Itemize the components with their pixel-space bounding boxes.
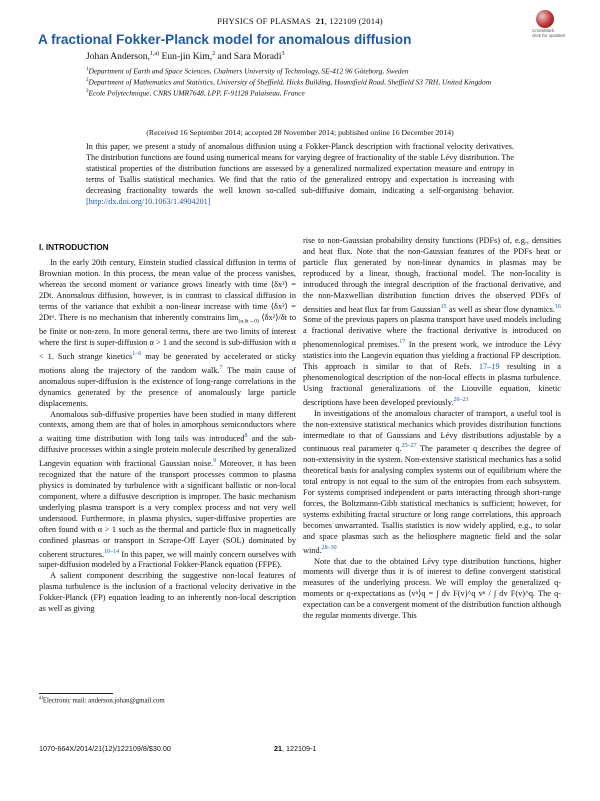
paragraph: rise to non-Gaussian probability density functions (PDFs) of, e.g., densities and heat flux. Note that the non-Gaussian features of the PDFs heat or particle flux generated by non-linear dynamics in plasmas may be reproduced by a linear, though, fractional model. The non-locality is introduced through the integral description of the fractional derivative, and the non-Maxwellian distribution function drives the observed PDFs of densities and heat flux far from Gaussian$^{15}$ as well as shear flow dynamics.$^{16}$ Some of the previous papers on plasma transport have used models including a fractional derivative where the fractional derivative is introduced on phenomenological premises.$^{17}$ In the present work, we introduce the Lévy statistics into the Langevin equation thus yielding a fractional FP description. This approach is similar to that of Refs. 17–19 resulting in a phenomenological description of the non-local effects in plasma turbulence. Using fractional generalizations of the Liouville equation, kinetic descriptions have been developed previously.$^{20-23}$ xyxy=(303,236,561,407)
citation-link[interactable]: 20–23 xyxy=(453,396,469,403)
citation-link[interactable]: 9 xyxy=(213,458,217,465)
paragraph: Note that due to the obtained Lévy type distribution functions, higher moments will diverge thus it is of interest to define convergent statistical measures of the underlying process. We will employ the generalized q-moments or q-expectations as ⟨vⁿ⟩q = ∫ dv F(v)^q vⁿ / ∫ dv F(v)^q. The q-expectation can be a convergent moment of the distribution function although the regular moments diverge. This xyxy=(303,556,561,621)
article-ref: , 122109 (2014) xyxy=(324,16,383,26)
footer-issn: 1070-664X/2014/21(12)/122109/8/$30.00 xyxy=(39,744,171,753)
citation-link[interactable]: 17 xyxy=(399,339,406,346)
journal-header xyxy=(0,16,600,26)
right-column xyxy=(303,236,561,622)
author-list xyxy=(86,51,285,62)
citation-link[interactable]: 16 xyxy=(555,303,561,310)
citation-link[interactable]: 15 xyxy=(440,303,447,310)
affiliation: $^2$Department of Mathematics and Statistics, University of Sheffield, Hicks Building, Hounsfield Road, Sheffield S3 7RH, United Kingdom xyxy=(86,77,492,87)
footer-page: 21, 122109-1 xyxy=(274,744,317,753)
author-affil-mark: 1,a) xyxy=(149,51,160,57)
doi-link[interactable]: [http://dx.doi.org/10.1063/1.4904201] xyxy=(86,196,211,206)
affiliation: $^1$Department of Earth and Space Sciences, Chalmers University of Technology, SE-412 96 Göteborg, Sweden xyxy=(86,66,409,76)
author-affil-mark: 3 xyxy=(281,51,285,57)
journal-volume: 21 xyxy=(315,16,325,26)
affiliation: $^3$Ecole Polytechnique, CNRS UMR7648, LPP, F-91128 Palaiseau, France xyxy=(86,88,305,98)
crossmark-icon xyxy=(536,10,554,28)
paragraph: A salient component describing the suggestive non-local features of plasma turbulence is the inclusion of a fractional velocity derivative in the Fokker-Planck (FP) equation leading to an inherently non-local description as well as giving xyxy=(39,571,296,614)
citation-link[interactable]: 1–6 xyxy=(132,351,142,358)
journal-name: PHYSICS OF PLASMAS xyxy=(217,16,312,26)
footnote: $^{a)}$Electronic mail: anderson.johan@gmail.com xyxy=(39,696,165,705)
citation-link[interactable]: 8 xyxy=(244,433,248,440)
citation-link[interactable]: 28–30 xyxy=(321,544,337,551)
author-affil-mark: 2 xyxy=(212,51,216,57)
author-name: Johan Anderson, xyxy=(86,51,150,63)
author-name: Eun-jin Kim, xyxy=(159,51,213,63)
citation-link[interactable]: 25–27 xyxy=(401,443,417,450)
paragraph: In investigations of the anomalous character of transport, a useful tool is the non-extensive statistical mechanics which provides distribution functions intermediate to that of Gaussians and Lévy distributions adjustable by a continuous real parameter q.$^{25-27}$ The parameter q describes the degree of non-extensivity in the system. Non-extensive statistical mechanics has a solid theoretical basis for analysing complex systems out of equilibrium where the total entropy is not equal to the sum of the entropies from each subsystem. For systems comprised independent or parts interacting through short-range forces, the Boltzmann-Gibb statistical mechanics is sufficient; however, for systems exhibiting fractal structure or long range correlations, this approach becomes unwarranted. Tsallis statistics is now widely applied, e.g., to solar and space plasmas such as the heliosphere magnetic field and the solar wind.$^{28-30}$ xyxy=(303,408,561,555)
paragraph: Anomalous sub-diffusive properties have been studied in many different contexts, among them are that of holes in amorphous semiconductors where a waiting time distribution with long tails was introduced$^8$ and the sub-diffusive processes within a single protein molecule described by generalized Langevin equation with fractional Gaussian noise.$^9$ Moreover, it has been recognized that the nature of the transport processes common to plasma physics is dominated by turbulence with a significant ballistic or non-local component, where a diffusive description is improper. The basic mechanism underlying plasma transport is a very complex process and not very well understood. Furthermore, in plasma physics, super-diffusive properties are often found with α > 1 such as the thermal and particle flux in magnetically confined plasmas or transport in Scrape-Off Layer (SOL) dominated by coherent structures.$^{10-14}$ In this paper, we will mainly concern ourselves with super-diffusion modeled by a Fractional Fokker-Planck equation (FFPE). xyxy=(39,409,297,570)
footnote-rule xyxy=(39,693,113,694)
citation-link[interactable]: 7 xyxy=(219,364,223,371)
affiliations xyxy=(86,65,526,98)
abstract xyxy=(86,142,514,207)
citation-link[interactable]: 10–14 xyxy=(104,548,120,555)
publication-dates: (Received 16 September 2014; accepted 28 November 2014; published online 16 December 2014) xyxy=(146,128,454,137)
author-name: and Sara Moradi xyxy=(215,51,282,63)
citation-link[interactable]: 17–19 xyxy=(478,362,500,372)
crossmark-caption: CrossMark click for updates xyxy=(532,28,566,38)
paragraph: In the early 20th century, Einstein studied classical diffusion in terms of Brownian motion. In this process, the mean value of the process vanishes, whereas the second moment or variance grows linearly with time ⟨δx²⟩ = 2Dt. Anomalous diffusion, however, is in contrast to classical diffusion in terms of the variance that exhibit a non-linear increase with time ⟨δx²⟩ = 2Dtᵅ. There is no mechanism that inherently constrains $\lim_{(\alpha,\delta t\to 0)}$ ⟨δx²⟩/δt to be finite or non-zero. In more general terms, there are two limits of interest where the first is super-diffusion α > 1 and the second is sub-diffusion with α < 1. Such strange kinetics$^{1-6}$ may be generated by accelerated or sticky motions along the trajectory of the random walk.$^7$ The main cause of anomalous super-diffusion is the existence of long-range correlations in the dynamics generated by the presence of anomalously large particle displacements. xyxy=(39,257,297,408)
paper-title: A fractional Fokker-Planck model for anomalous diffusion xyxy=(38,32,412,47)
section-heading: I. INTRODUCTION xyxy=(39,243,109,252)
left-column xyxy=(39,243,297,615)
abstract-text: In this paper, we present a study of anomalous diffusion using a Fokker-Planck description with fractional velocity derivatives. The distribution functions are found using numerical means for varying degree of fractionality of the stable Lévy distribution. The statistical properties of the distribution functions are assessed by a generalized normalized expectation measure and entropy in terms of Tsallis statistical mechanics. We find that the ratio of the generalized entropy and expectation is increasing with decreasing fractionality towards the well known so-called sub-diffusive domain, indicating a self-organising behavior. xyxy=(86,142,514,195)
